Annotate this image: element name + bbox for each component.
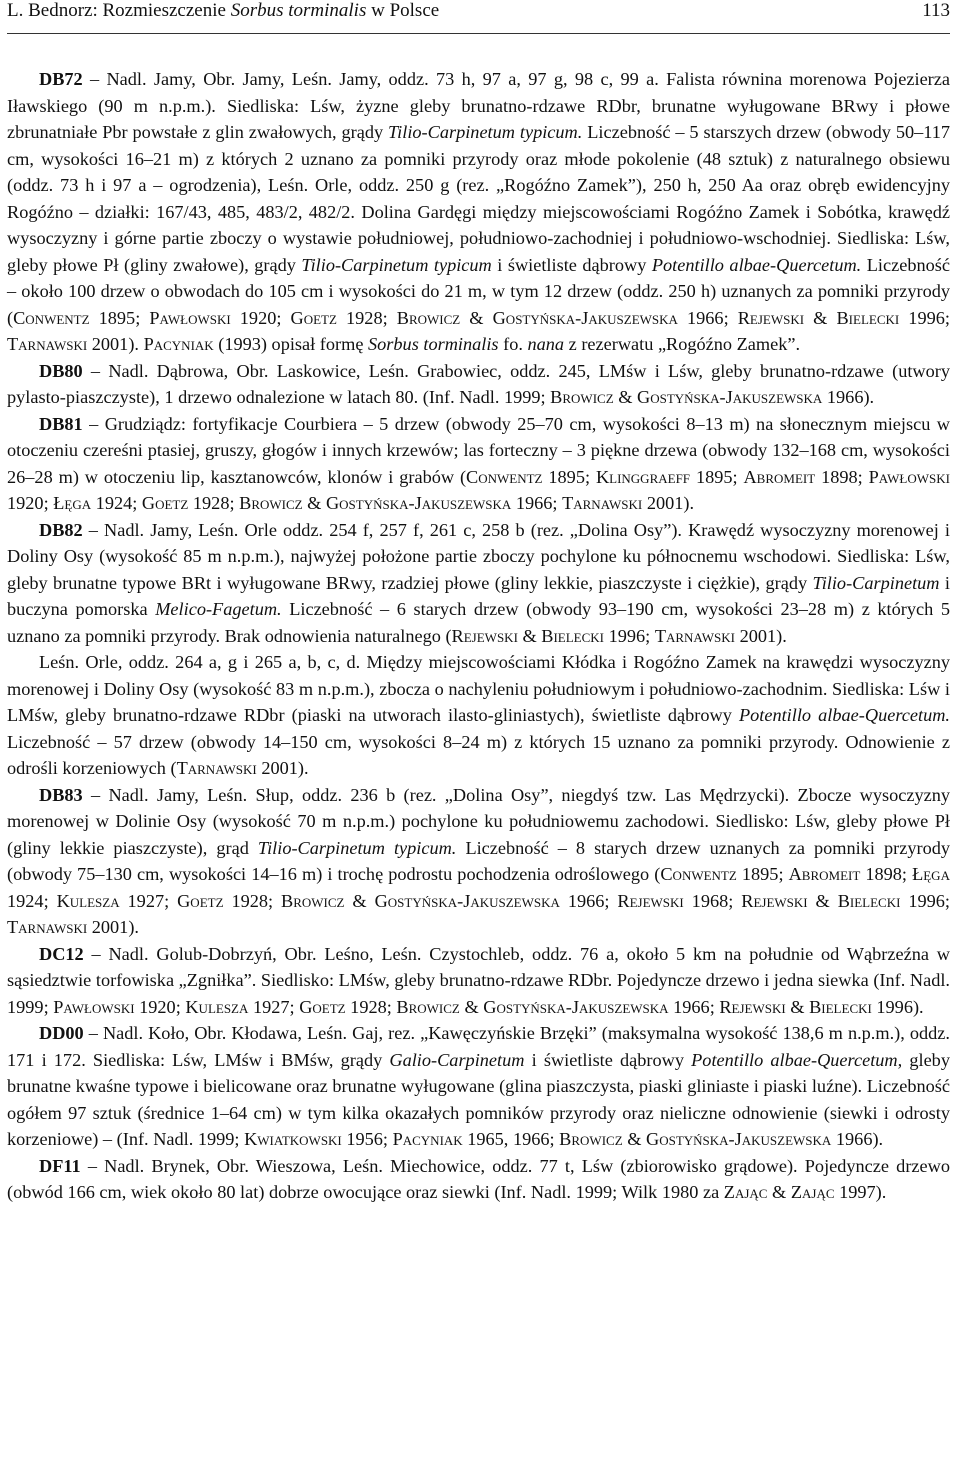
author-name: Rejewski bbox=[737, 307, 805, 328]
article-body bbox=[7, 66, 950, 1206]
text-run: & bbox=[344, 890, 375, 911]
running-title-suffix: w Polsce bbox=[366, 0, 440, 21]
author-name: Pacyniak bbox=[143, 334, 214, 354]
author-name: Pawłowski bbox=[868, 466, 950, 487]
author-name: Łęga bbox=[912, 864, 950, 884]
site-code: DC12 bbox=[39, 943, 84, 964]
author-name: Browicz bbox=[239, 493, 303, 513]
text-run: 1924; bbox=[91, 493, 142, 513]
text-run: 1996; bbox=[899, 307, 950, 328]
author-name: Abromeit bbox=[743, 466, 816, 487]
text-run: 1895; bbox=[89, 307, 150, 328]
text-run: fo. bbox=[498, 334, 528, 354]
author-name: Rejewski bbox=[719, 996, 786, 1017]
text-run: Leśn. Orle, oddz. 264 a, g i 265 a, b, c, d. Między miejscowościami Kłódka i Rogóźno Zamek na krawędzi wysoczyzny morenowej i Doliny Osy (wysokość 83 m n.p.m.), zbocza o nachyleniu południowym i południowo-zachodnim. Siedliska: Lśw i LMśw, gleby brunatno-rdzawe RDbr (piaski na utworach ilasto-gliniastych), świetliste dąbrowy bbox=[7, 652, 950, 725]
text-run: 1996; bbox=[900, 890, 950, 911]
text-run: 1920; bbox=[230, 307, 291, 328]
text-run: 1966; bbox=[511, 493, 563, 513]
running-header bbox=[7, 0, 950, 38]
text-run: – Nadl. Dąbrowa, Obr. Laskowice, Leśn. Grabowiec, oddz. 245, LMśw i Lśw, gleby brunatno-rdzawe (utwory pylasto-piaszczyste), 1 drzewo odnalezione w latach 80. (Inf. Nadl. 1999; bbox=[7, 360, 950, 407]
text-run: & bbox=[622, 1129, 647, 1149]
author-name: Conwentz bbox=[660, 864, 737, 884]
text-run: 1895; bbox=[690, 466, 744, 487]
latin-name: Tilio-Carpinetum typicum. bbox=[388, 122, 583, 142]
latin-name: Tilio-Carpinetum typicum. bbox=[257, 837, 457, 858]
author-name: Gostyńska-Jakuszewska bbox=[374, 890, 560, 911]
author-name: Browicz bbox=[396, 307, 461, 328]
running-title-prefix: L. Bednorz: Rozmieszczenie bbox=[7, 0, 231, 21]
author-name: Pawłowski bbox=[149, 307, 231, 328]
latin-name: Sorbus torminalis bbox=[368, 334, 499, 354]
text-run: 1928; bbox=[345, 996, 397, 1017]
author-name: Zając bbox=[790, 1182, 835, 1202]
text-run: Liczebność – 5 starszych drzew (obwody 50–117 cm, wysokości 16–21 m) z których 2 uznano za pomniki przyrody oraz młode pokolenie (48 sztuk) z naturalnego obsiewu (oddz. 73 h i 97 a – ogrodzenia), Leśn. Orle, oddz. 250 g (rez. „Rogóźno Zamek”), 250 h, 250 Aa oraz obręb ewidencyjny Rogóźno – działki: 167/43, 485, 483/2, 482/2. Dolina Gardęgi między miejscowościami Rogóźno Zamek i Sobótka, krawędź wysoczyzny i górne partie zboczy o wystawie południowej, południowo-zachodniej i południowo-wschodniej. Siedliska: Lśw, gleby płowe Pł (gliny zwałowe), grądy bbox=[7, 122, 950, 275]
author-name: Bielecki bbox=[836, 307, 900, 328]
text-run: 1920; bbox=[134, 996, 186, 1017]
author-name: Bielecki bbox=[809, 996, 872, 1017]
text-run: 1966; bbox=[559, 890, 618, 911]
text-run: & bbox=[517, 625, 542, 646]
text-run: 1966). bbox=[822, 387, 875, 407]
text-run: 1924; bbox=[7, 890, 57, 911]
paragraph bbox=[7, 411, 950, 517]
author-name: Gostyńska-Jakuszewska bbox=[646, 1129, 832, 1149]
text-run: 1928; bbox=[188, 493, 240, 513]
header-rule bbox=[7, 33, 950, 34]
paragraph bbox=[7, 358, 950, 411]
text-run: 1968; bbox=[683, 890, 742, 911]
text-run: – Nadl. Jamy, Obr. Jamy, Leśn. Jamy, oddz. 73 h, 97 a, 97 g, 98 c, 99 a. Falista równina morenowa Pojezierza Iławskiego (90 m n.p.m.). Siedliska: Lśw, żyzne gleby brunatno-rdzawe RDbr, brunatne wyługowane BRwy i płowe zbrunatniałe Pbr powstałe z glin zwałowych, grądy bbox=[7, 69, 950, 142]
author-name: Tarnawski bbox=[7, 917, 88, 937]
text-run: 1895; bbox=[542, 466, 596, 487]
author-name: Kulesza bbox=[185, 996, 249, 1017]
text-run: – Nadl. Golub-Dobrzyń, Obr. Leśno, Leśn. Czystochleb, oddz. 76 a, około 5 km na południe od Wąbrzeźna w sąsiedztwie torfowiska „Zgniłka”. Siedlisko: LMśw, gleby brunatno-rdzawe RDbr. Pojedyncze drzewo i jedna siewka (Inf. Nadl. 1999; bbox=[7, 943, 950, 1017]
author-name: Klinggraeff bbox=[595, 466, 691, 487]
text-run: Liczebność – około 100 drzew o obwodach do 105 cm i wysokości do 21 m, w tym 12 drzew (oddz. 250 h) uznanych za pomniki przyrody ( bbox=[7, 254, 950, 328]
paragraph bbox=[7, 1153, 950, 1206]
running-title-species: Sorbus torminalis bbox=[230, 0, 367, 21]
site-code: DB72 bbox=[39, 69, 83, 89]
paragraph bbox=[7, 941, 950, 1021]
text-run: & bbox=[785, 996, 810, 1017]
latin-name: Potentillo albae-Quercetum, bbox=[691, 1049, 903, 1070]
text-run: 1966; bbox=[677, 307, 738, 328]
author-name: Rejewski bbox=[741, 890, 808, 911]
author-name: Zając bbox=[723, 1182, 768, 1202]
text-run: 1927; bbox=[248, 996, 300, 1017]
author-name: Goetz bbox=[141, 493, 189, 513]
text-run: Liczebność – 8 starych drzew uznanych za pomniki przyrody (obwody 75–130 cm, wysokości 14–16 m) i trochę podrostu pochodzenia odroślowego ( bbox=[7, 837, 951, 884]
latin-name: Potentillo albae-Quercetum. bbox=[738, 705, 950, 725]
text-run: 1927; bbox=[119, 890, 178, 911]
text-run: 1966). bbox=[831, 1129, 884, 1149]
site-code: DB82 bbox=[39, 519, 83, 540]
text-run: 2001). bbox=[87, 334, 144, 354]
text-run: 1928; bbox=[223, 890, 282, 911]
author-name: Abromeit bbox=[788, 864, 861, 884]
text-run: & bbox=[807, 890, 838, 911]
author-name: Pacyniak bbox=[392, 1129, 463, 1149]
author-name: Browicz bbox=[396, 996, 460, 1017]
text-run: & bbox=[460, 307, 493, 328]
text-run: & bbox=[459, 996, 484, 1017]
text-run: 1966; bbox=[668, 996, 720, 1017]
author-name: Bielecki bbox=[837, 890, 901, 911]
text-run: Liczebność – 57 drzew (obwody 14–150 cm, wysokości 8–24 m) z których 15 uznano za pomniki przyrody. Odnowienie z odrośli korzeniowych ( bbox=[7, 731, 950, 778]
author-name: Tarnawski bbox=[654, 625, 735, 646]
author-name: Rejewski bbox=[451, 625, 518, 646]
text-run: 1928; bbox=[336, 307, 397, 328]
author-name: Łęga bbox=[53, 493, 92, 513]
text-run: – Nadl. Brynek, Obr. Wieszowa, Leśn. Miechowice, oddz. 77 t, Lśw (zbiorowisko grądowe). Pojedyncze drzewo (obwód 166 cm, wiek około 80 lat) dobrze owocujące oraz siewki (Inf. Nadl. 1999; Wilk 1980 za bbox=[7, 1155, 950, 1202]
site-code: DB83 bbox=[39, 784, 83, 805]
text-run: 1996; bbox=[604, 625, 655, 646]
paragraph bbox=[7, 649, 950, 782]
author-name: Goetz bbox=[177, 890, 224, 911]
latin-name: nana bbox=[527, 334, 565, 354]
author-name: Gostyńska-Jakuszewska bbox=[492, 307, 678, 328]
site-code: DB80 bbox=[39, 360, 83, 381]
author-name: Goetz bbox=[299, 996, 346, 1017]
text-run: & bbox=[302, 493, 326, 513]
author-name: Gostyńska-Jakuszewska bbox=[637, 387, 823, 407]
text-run: – Nadl. Jamy, Leśn. Orle oddz. 254 f, 257 f, 261 c, 258 b (rez. „Dolina Osy”). Krawędź wysoczyzny morenowej i Doliny Osy (wysokość 85 m n.p.m.), najwyżej położone partie zboczy pochylone ku północnemu wschodowi. Siedliska: Lśw, gleby brunatne typowe BRt i wyługowane BRwy, rzadziej płowe (gliny lekkie, piaszczyste i ciężkie), grądy bbox=[7, 519, 950, 593]
text-run: i świetliste dąbrowy bbox=[524, 1049, 692, 1070]
text-run: – Grudziądz: fortyfikacje Courbiera – 5 drzew (obwody 25–70 cm, wysokości 8–13 m) na słonecznym miejscu w otoczeniu czereśni ptasiej, gruszy, głogów i innych krzewów; las forteczny – 3 piękne drzewa (obwody 132–168 cm, wysokości 26–28 m) w otoczeniu lip, kasztanowców, klonów i grabów ( bbox=[7, 413, 950, 487]
author-name: Bielecki bbox=[541, 625, 605, 646]
text-run: 1920; bbox=[7, 493, 54, 513]
site-code: DD00 bbox=[39, 1023, 84, 1043]
running-title bbox=[7, 0, 439, 22]
author-name: Browicz bbox=[559, 1129, 623, 1149]
author-name: Browicz bbox=[550, 387, 614, 407]
text-run: 1996). bbox=[871, 996, 924, 1017]
site-code: DB81 bbox=[39, 413, 83, 434]
author-name: Tarnawski bbox=[562, 493, 643, 513]
text-run: 1956; bbox=[341, 1129, 393, 1149]
author-name: Tarnawski bbox=[176, 758, 257, 778]
text-run: – Nadl. Jamy, Leśn. Słup, oddz. 236 b (rez. „Dolina Osy”, niegdyś tzw. Las Mędrzycki). Zbocze wysoczyzny morenowej w Dolinie Osy (wysokość 70 m n.p.m.) pochylone ku południowemu zachodowi. Siedlisko: Lśw, gleby płowe Pł (gliny lekkie piaszczyste), grąd bbox=[7, 784, 950, 858]
author-name: Browicz bbox=[281, 890, 345, 911]
text-run: 2001). bbox=[256, 758, 309, 778]
text-run: i świetliste dąbrowy bbox=[491, 254, 652, 275]
text-run: 1997). bbox=[834, 1182, 887, 1202]
latin-name: Tilio-Carpinetum bbox=[812, 572, 940, 593]
author-name: Gostyńska-Jakuszewska bbox=[483, 996, 669, 1017]
author-name: Kwiatkowski bbox=[244, 1129, 342, 1149]
text-run: gleby brunatne kwaśne typowe i bielicowane oraz brunatne wyługowane (glina piaszczysta, piaski gliniaste i piaski luźne). Liczebność ogółem 97 sztuk (średnice 1–64 cm) w tym kilka okazałych pomników przyrody oraz nieliczne odnowienie (siewki i odrosty korzeniowe) – (Inf. Nadl. 1999; bbox=[7, 1049, 950, 1149]
text-run: i buczyna pomorska bbox=[7, 572, 950, 619]
site-code: DF11 bbox=[39, 1155, 81, 1176]
text-run: 1895; bbox=[736, 864, 789, 884]
text-run: 1965, 1966; bbox=[462, 1129, 560, 1149]
author-name: Rejewski bbox=[617, 890, 684, 911]
text-run: Liczebność – 6 starych drzew (obwody 93–190 cm, wysokości 23–28 m) z których 5 uznano za pomniki przyrody. Brak odnowienia naturalnego ( bbox=[7, 599, 950, 646]
latin-name: Tilio-Carpinetum typicum bbox=[301, 254, 492, 275]
paragraph bbox=[7, 66, 950, 358]
text-run: – Nadl. Koło, Obr. Kłodawa, Leśn. Gaj, rez. „Kawęczyńskie Brzęki” (maksymalna wysokość 138,6 m n.p.m.), oddz. 171 i 172. Siedliska: Lśw, LMśw i BMśw, grądy bbox=[7, 1023, 950, 1070]
latin-name: Galio-Carpinetum bbox=[389, 1049, 525, 1070]
text-run: & bbox=[613, 387, 638, 407]
paragraph bbox=[7, 517, 950, 650]
text-run: 2001). bbox=[87, 917, 139, 937]
author-name: Conwentz bbox=[466, 466, 543, 487]
text-run: & bbox=[804, 307, 837, 328]
author-name: Gostyńska-Jakuszewska bbox=[325, 493, 512, 513]
author-name: Tarnawski bbox=[7, 334, 88, 354]
latin-name: Melico-Fagetum. bbox=[155, 599, 282, 619]
text-run: 2001). bbox=[642, 493, 695, 513]
text-run: & bbox=[767, 1182, 791, 1202]
page-number: 113 bbox=[922, 0, 950, 21]
paragraph bbox=[7, 782, 950, 941]
author-name: Conwentz bbox=[13, 307, 90, 328]
text-run: 1898; bbox=[815, 466, 869, 487]
text-run: 2001). bbox=[735, 625, 787, 646]
text-run: 1898; bbox=[860, 864, 913, 884]
text-run: (1993) opisał formę bbox=[213, 334, 369, 354]
author-name: Goetz bbox=[290, 307, 337, 328]
author-name: Pawłowski bbox=[53, 996, 135, 1017]
latin-name: Potentillo albae-Quercetum. bbox=[651, 254, 862, 275]
paragraph bbox=[7, 1020, 950, 1153]
author-name: Kulesza bbox=[56, 890, 120, 911]
text-run: z rezerwatu „Rogóźno Zamek”. bbox=[564, 334, 801, 354]
